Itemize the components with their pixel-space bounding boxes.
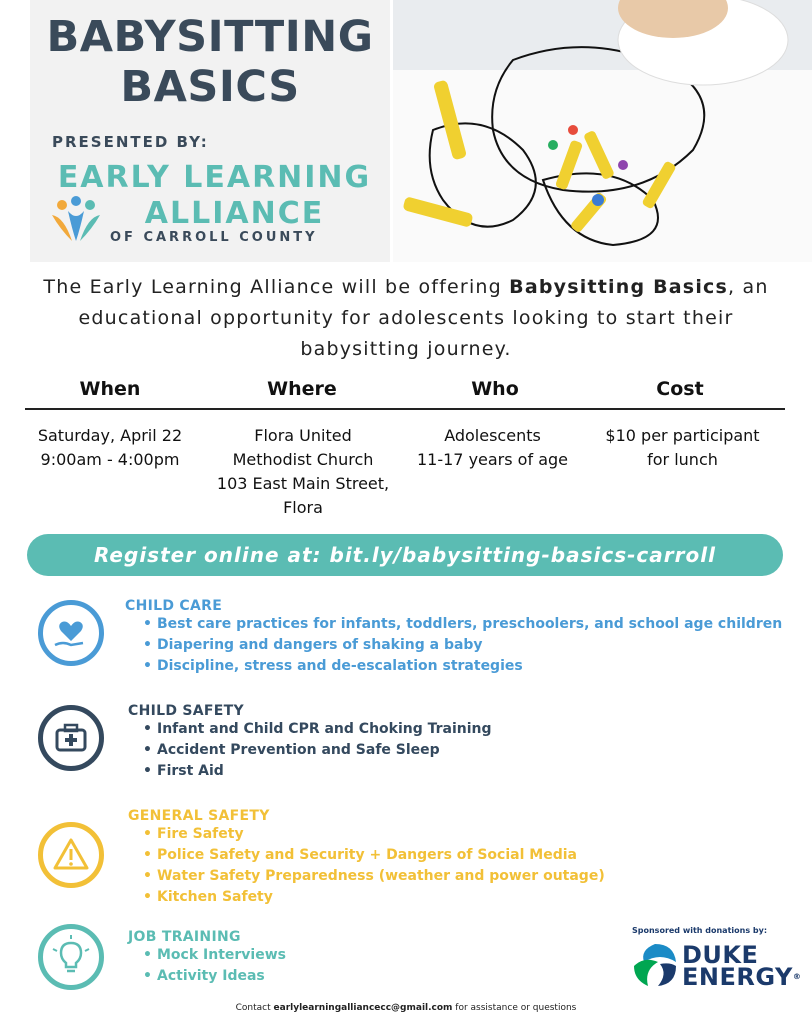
sponsor-label: Sponsored with donations by: <box>632 926 768 935</box>
who-cell: Adolescents 11-17 years of age <box>416 426 568 469</box>
col-header-when: When <box>79 378 141 400</box>
section-list <box>143 614 782 677</box>
section-job-training <box>128 929 286 987</box>
section-title: JOB TRAINING <box>128 929 241 945</box>
org-name: EARLY LEARNING ALLIANCE <box>57 160 372 231</box>
contact-email-link[interactable]: earlylearningalliancecc@gmail.com <box>273 1003 453 1013</box>
list-item: • Police Safety and Security + Dangers of Social Media <box>143 845 605 866</box>
duke-energy-logo-icon <box>630 940 680 990</box>
list-item: • Best care practices for infants, toddlers, preschoolers, and school age children <box>143 614 782 635</box>
org-subtitle: OF CARROLL COUNTY <box>110 230 318 245</box>
list-item: • Diapering and dangers of shaking a baby <box>143 635 782 656</box>
list-item: • Fire Safety <box>143 824 605 845</box>
presented-by-label: PRESENTED BY: <box>52 133 209 151</box>
warning-triangle-icon <box>38 822 104 888</box>
cost-cell: $10 per participant for lunch <box>605 426 760 469</box>
section-title: CHILD CARE <box>125 598 223 614</box>
heart-hand-icon <box>38 600 104 666</box>
page-title: BABYSITTING BASICS <box>46 12 374 112</box>
section-child-care <box>125 598 782 677</box>
list-item: • Activity Ideas <box>143 966 286 987</box>
list-item: • Accident Prevention and Safe Sleep <box>143 740 492 761</box>
alliance-logo-icon <box>50 195 102 245</box>
section-list <box>143 719 492 782</box>
list-item: • Water Safety Preparedness (weather and power outage) <box>143 866 605 887</box>
lightbulb-icon <box>38 924 104 990</box>
table-divider <box>25 408 785 410</box>
col-header-where: Where <box>267 378 337 400</box>
list-item: • Discipline, stress and de-escalation strategies <box>143 656 782 677</box>
hero-photo <box>393 0 812 262</box>
section-list <box>143 824 605 908</box>
list-item: • Infant and Child CPR and Choking Training <box>143 719 492 740</box>
section-child-safety <box>128 703 492 782</box>
first-aid-kit-icon <box>38 705 104 771</box>
list-item: • Mock Interviews <box>143 945 286 966</box>
intro-paragraph: The Early Learning Alliance will be offering Babysitting Basics, an educational opportunity for adolescents looking to start their babysitting journey. <box>43 276 769 360</box>
list-item: • Kitchen Safety <box>143 887 605 908</box>
sponsor-name: DUKE ENERGY® <box>682 941 802 991</box>
section-list <box>143 945 286 987</box>
list-item: • First Aid <box>143 761 492 782</box>
when-cell: Saturday, April 22 9:00am - 4:00pm <box>37 426 183 469</box>
col-header-who: Who <box>471 378 519 400</box>
section-general-safety <box>128 808 605 908</box>
section-title: CHILD SAFETY <box>128 703 244 719</box>
contact-footer: Contact earlylearningalliancecc@gmail.com for assistance or questions <box>235 1003 577 1013</box>
where-cell: Flora United Methodist Church 103 East Main Street, Flora <box>216 426 390 517</box>
section-title: GENERAL SAFETY <box>128 808 270 824</box>
col-header-cost: Cost <box>656 378 704 400</box>
register-banner[interactable]: Register online at: bit.ly/babysitting-basics-carroll <box>27 534 783 576</box>
